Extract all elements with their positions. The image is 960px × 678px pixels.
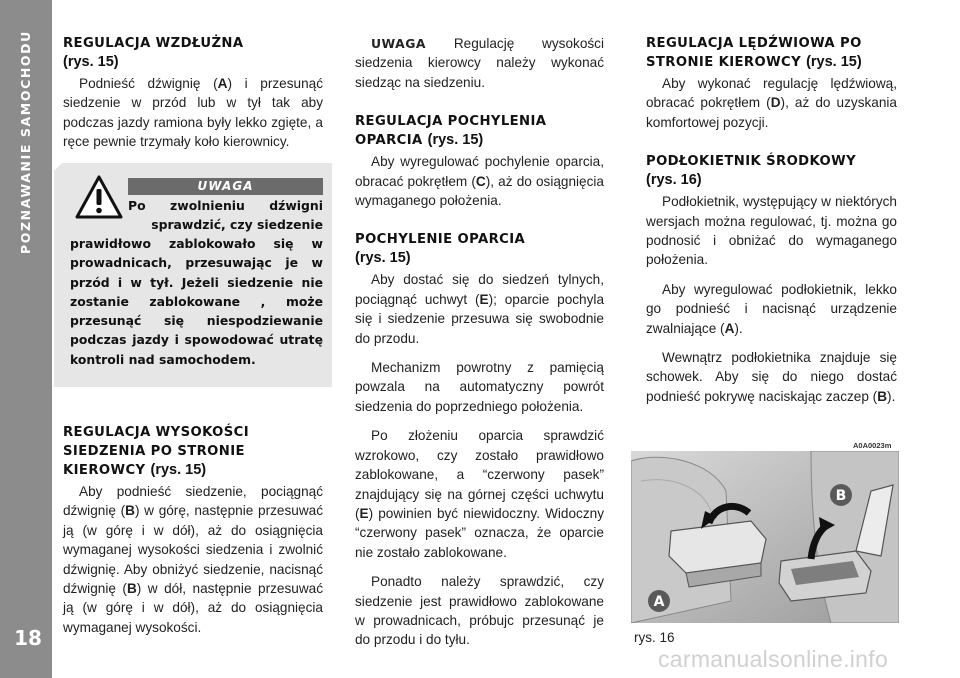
warning-text-top: Po zwolnieniu dźwigni sprawdzić, czy siedzenie	[128, 198, 323, 233]
paragraph-lumbar: Aby wykonać regulację lędźwiową, obracać pokrętłem (D), aż do uzyskania komfortowej pozycji.	[646, 76, 897, 130]
paragraph-seat-height: Aby podnieść siedzenie, pociągnąć dźwignię (B) w górę, następnie przesuwać ją (w górę i w dół), aż do osiągnięcia wymaganej wysokości siedzenia i zwolnić dźwignię. Aby obniżyć siedzenie, nacisnąć dźwignię (B) w dół, następnie przesuwać ją (w górę i w dół), aż do osiągnięcia wymaganej wysokości.	[63, 484, 323, 635]
figure-label-b: B	[835, 488, 847, 504]
paragraph-backrest-tilt-4: Ponadto należy sprawdzić, czy siedzenie jest prawidłowo zablokowane w prowadnicach, próbujc przesunąć je do przodu i do tyłu.	[355, 574, 604, 648]
paragraph-backrest-recline: Aby wyregulować pochylenie oparcia, obracać pokrętłem (C), aż do osiągnięcia wymaganego położenia.	[355, 154, 604, 209]
page-number: 18	[14, 626, 42, 650]
heading-backrest-recline: REGULACJA POCHYLENIA OPARCIA (rys. 15)	[355, 114, 547, 149]
paragraph-note: UWAGA Regulację wysokości siedzenia kierowcy należy wykonać siedząc na siedzeniu.	[355, 36, 604, 90]
heading-lumbar: REGULACJA LĘDŹWIOWA PO STRONIE KIEROWCY (rys. 15)	[646, 36, 862, 70]
heading-seat-height: REGULACJA WYSOKOŚCI SIEDZENIA PO STRONIE KIEROWCY (rys. 15)	[63, 425, 250, 478]
paragraph-armrest-2: Aby wyregulować podłokietnik, lekko go podnieść i nacisnąć urządzenie zwalniające (A).	[646, 281, 897, 336]
column-2	[355, 34, 604, 650]
warning-text: prawidłowo zablokowało się w prowadnicach, przesuwając je w przód i w tył. Jeżeli siedzenie nie zostanie zablokowane , może przesunąć się niespodziewanie podczas jazdy i spowodować utratę kontroli nad samochodem.	[70, 236, 323, 367]
warning-triangle-icon	[75, 175, 123, 219]
armrest-illustration	[631, 451, 899, 623]
paragraph-backrest-tilt-3: Po złożeniu oparcia sprawdzić wzrokowo, czy zostało prawidłowo zablokowane, a “czerwony pasek” znajdujący się na górnej części uchwytu (E) powinien być niewidoczny. Widoczny “czerwony pasek” oznacza, że oparcie nie zostało zablokowane.	[355, 428, 604, 560]
warning-label: UWAGA	[128, 178, 323, 195]
heading-backrest-tilt: POCHYLENIE OPARCIA (rys. 15)	[355, 232, 526, 267]
watermark: carmanualsonline.info	[658, 646, 889, 672]
figure-caption: rys. 16	[634, 630, 675, 645]
paragraph-armrest-3: Wewnątrz podłokietnika znajduje się schowek. Aby się do niego dostać podnieść pokrywę naciskając zaczep (B).	[646, 350, 897, 404]
figure-label-a: A	[653, 594, 665, 610]
paragraph-backrest-tilt-2: Mechanizm powrotny z pamięcią powzala na automatyczny powrót siedzenia do poprzedniego położenia.	[355, 360, 604, 414]
paragraph-longitudinal: Podnieść dźwignię (A) i przesunąć siedzenie w przód lub w tył tak aby podczas jazdy ramiona były lekko zgięte, a ręce pewnie trzymały koło kierownicy.	[63, 76, 323, 150]
figure-code: A0A0023m	[853, 441, 892, 450]
armrest-figure	[631, 451, 899, 623]
heading-armrest: PODŁOKIETNIK ŚRODKOWY (rys. 16)	[646, 154, 857, 189]
column-3	[646, 34, 897, 406]
column-1	[63, 34, 323, 152]
section-title: POZNAWANIE SAMOCHODU	[18, 30, 33, 254]
paragraph-armrest-1: Podłokietnik, występujący w niektórych wersjach można regulować, tj. można go podnosić i obniżać do wymaganego położenia.	[646, 194, 897, 268]
paragraph-backrest-tilt-1: Aby dostać się do siedzeń tylnych, pociągnąć uchwyt (E); oparcie pochyla się i siedzenie przesuwa się swobodnie do przodu.	[355, 272, 604, 346]
column-1-lower	[63, 423, 323, 637]
heading-longitudinal: REGULACJA WZDŁUŻNA (rys. 15)	[63, 36, 244, 70]
